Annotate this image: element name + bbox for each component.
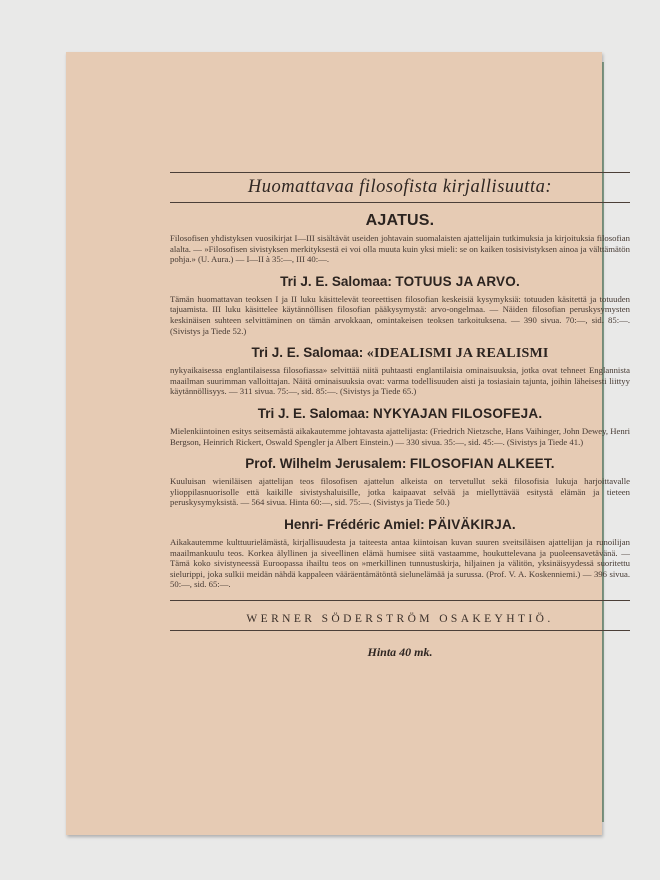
header-rule — [170, 202, 630, 203]
book-entry-ajatus — [170, 212, 630, 265]
publisher-name: WERNER SÖDERSTRÖM OSAKEYHTIÖ. — [246, 612, 554, 625]
book-author: Henri- Frédéric Amiel: — [284, 516, 425, 532]
book-author: Tri J. E. Salomaa: — [280, 273, 392, 289]
price-label: Hinta 40 mk. — [367, 644, 433, 659]
book-entry-nykyajan-filosofeja — [170, 406, 630, 447]
book-title: Tri J. E. Salomaa: «IDEALISMI JA REALISMI — [251, 345, 549, 362]
book-entry-paivakirja — [170, 517, 630, 590]
advertisement-block — [158, 132, 642, 788]
book-entry-filosofian-alkeet — [170, 456, 630, 508]
book-description: Aikakautemme kulttuurielämästä, kirjallisuudesta ja taiteesta antaa kiintoisan kuvan suuren sveitsiläisen ajattelijan ja runoilijan maailmankuulu teos. Korkea älyllinen ja siveellinen elämä humisee siitä vastaamme, houkuttelevana ja puoleensavetävänä. — Tämä koko sivistyneessä Euroopassa ihailtu teos on »merkillinen tunnustuskirja, hiljainen ja välitön, yksinäisyydessä suoritettu sielurippi, joka sulkii meidän nähdä kappaleen vääräentämätöntä sielunelämää ja surussa. (Prof. V. A. Koskenniemi.) — 396 sivua. 50:—, sid. 65:—. — [170, 536, 630, 590]
book-author: Tri J. E. Salomaa: — [257, 405, 370, 421]
book-entry-totuus-ja-arvo — [170, 274, 630, 336]
book-title: AJATUS. — [365, 212, 435, 229]
book-title: Prof. Wilhelm Jerusalem: FILOSOFIAN ALKEET. — [245, 456, 555, 472]
book-description: Mielenkiintoinen esitys seitsemästä aikakautemme johtavasta ajattelijasta: (Friedrich Nietzsche, Hans Vaihinger, John Dewey, Henri Bergson, Heinrich Rickert, Oswald Spengler ja Albert Einstein.) — 330 sivua. 35:—, sid. 45:—. (Sivistys ja Tiede 41.) — [170, 425, 630, 447]
header: Huomattavaa filosofista kirjallisuutta: — [247, 177, 553, 197]
book-entry-idealismi-ja-realismi — [170, 345, 630, 397]
publisher-rule — [170, 630, 630, 631]
top-rule — [170, 172, 630, 173]
book-back-cover — [66, 52, 630, 835]
book-title: Tri J. E. Salomaa: NYKYAJAN FILOSOFEJA. — [257, 405, 543, 421]
book-author: Prof. Wilhelm Jerusalem: — [245, 456, 407, 472]
book-description: Filosofisen yhdistyksen vuosikirjat I—III sisältävät useiden johtavain suomalaisten ajattelijain tutkimuksia ja kirjoituksia filosofian alalta. — »Filosofisen sivistyksen merkityksestä ei voi olla muuta kuin yksi mieli: se on kaiken tosisivistyksen ainoa ja välttämätön pohja.» (U. Aura.) — I—II à 35:—, III 40:—. — [170, 233, 630, 265]
book-author: Tri J. E. Salomaa: — [251, 345, 364, 361]
book-description: Kuuluisan wieniläisen ajattelijan teos filosofisen ajattelun alkeista on tervetullut sekä filosofisia lukuja harjoittavalle ylioppilasnuorisolle että kaikille sivistyshaluisille, jotka kaipaavat selvää ja miellyttävää esitystä elämän ja tieteen peruskysymyksistä. — 564 sivua. Hinta 60:—, sid. 75:—. (Sivistys ja Tiede 50.) — [170, 476, 630, 508]
book-title: Henri- Frédéric Amiel: PÄIVÄKIRJA. — [284, 516, 516, 532]
footer-rule — [170, 600, 630, 601]
book-title: Tri J. E. Salomaa: TOTUUS JA ARVO. — [280, 273, 520, 289]
book-description: nykyaikaisessa englantilaisessa filosofiassa» selvittää niitä puhtaasti englantilaisia ominaisuuksia, jotka ovat tehneet Englannista maailman suurimman valloittajan. Näitä ominaisuuksia ovat: varma todellisuuden aisti ja tosiasiain tajunta, joihin läheisesti liittyy käytännöllisyys. — 311 sivua. 75:—, sid. 85:—. (Sivistys ja Tiede 65.) — [170, 365, 630, 397]
book-description: Tämän huomattavan teoksen I ja II luku käsittelevät teoreettisen filosofian keskeisiä kysymyksiä: totuuden käsitettä ja totuuden tajuamista. III luku käsittelee käytännöllisen filosofian pääkysymystä: arvo-ongelmaa. — Näiden filosofian peruskysymysten keskinäisen suhteen selvittäminen on tämän arvokkaan, omintakeisen teoksen tarkoituksena. — 390 sivua. 70:—, sid. 85:—. (Sivistys ja Tiede 52.) — [170, 293, 630, 336]
